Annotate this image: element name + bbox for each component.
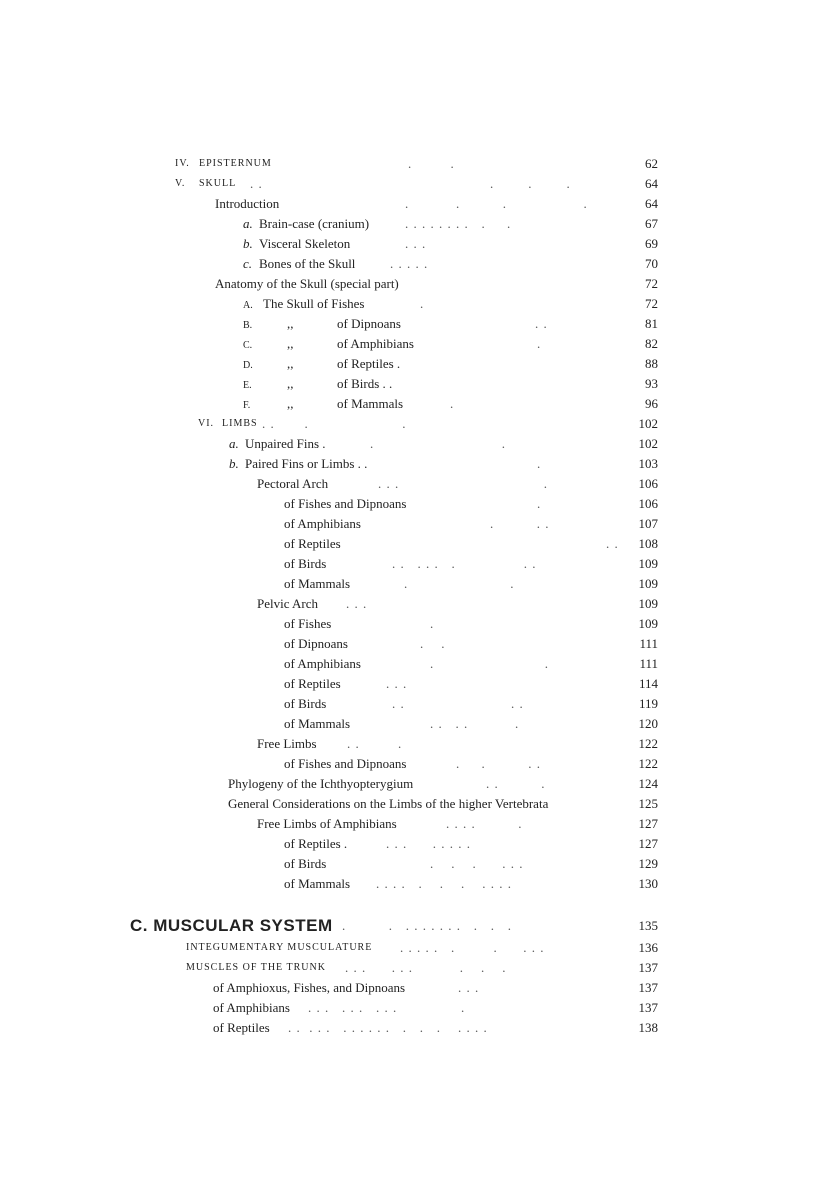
toc-entry-anatomy	[0, 274, 840, 294]
leader-dots: .	[420, 296, 425, 311]
entry-letter: a.	[229, 436, 239, 451]
entry-letter: a.	[243, 216, 253, 231]
page-number: 137	[638, 980, 658, 995]
page-number: 102	[638, 436, 658, 451]
entry-title: Paired Fins or Limbs . .	[245, 456, 368, 471]
entry-title: MUSCLES OF THE TRUNK	[186, 962, 326, 973]
toc-entry-free-limbs	[0, 734, 840, 754]
toc-entry-pelv-mammals	[0, 714, 840, 734]
leader-dots: . . . . . . . .	[386, 836, 471, 851]
leader-dots: .	[537, 456, 542, 471]
entry-title: Visceral Skeleton	[259, 236, 351, 251]
entry-title: of Birds	[284, 556, 327, 571]
page-number: 125	[638, 796, 658, 811]
entry-title: Brain-case (cranium)	[259, 216, 370, 231]
leader-dots: . . . . . . . .	[392, 556, 537, 571]
leader-dots: . . .	[386, 676, 408, 691]
toc-entry-pelv-dipnoans	[0, 634, 840, 654]
leader-dots: .	[450, 396, 455, 411]
entry-title: LIMBS	[222, 418, 258, 429]
toc-entry-pect-amphibians	[0, 514, 840, 534]
page-number: 64	[645, 196, 658, 211]
ditto-mark: ,,	[287, 396, 294, 411]
entry-title: Introduction	[215, 196, 280, 211]
page-number: 70	[645, 256, 658, 271]
entry-letter: c.	[243, 256, 253, 271]
page-number: 138	[638, 1020, 658, 1035]
entry-title: of Mammals	[284, 716, 351, 731]
toc-entry-pect-reptiles	[0, 534, 840, 554]
entry-title: of Reptiles	[284, 536, 341, 551]
leader-dots: .	[537, 496, 542, 511]
leader-dots: . . .	[458, 980, 480, 995]
entry-title: INTEGUMENTARY MUSCULATURE	[186, 942, 373, 953]
entry-title: of Dipnoans	[284, 636, 348, 651]
toc-entry-pelv-reptiles	[0, 674, 840, 694]
ditto-mark: ,,	[287, 376, 294, 391]
entry-letter: D.	[243, 360, 253, 371]
toc-entry-paired-fins	[0, 454, 840, 474]
toc-entry-skull-birds	[0, 374, 840, 394]
leader-dots: . .	[420, 636, 446, 651]
ditto-mark: ,,	[287, 356, 294, 371]
toc-entry-trunk-amphioxus	[0, 978, 840, 998]
toc-entry-free-amphibians	[0, 814, 840, 834]
leader-dots: . . . .	[378, 476, 548, 491]
page-number: 109	[638, 576, 658, 591]
entry-title: of Reptiles	[284, 676, 341, 691]
page-number: 129	[638, 856, 658, 871]
toc-entry-pect-birds	[0, 554, 840, 574]
toc-entry-skull-amphibians	[0, 334, 840, 354]
entry-title: Free Limbs of Amphibians	[257, 816, 397, 831]
toc-entry-integumentary	[0, 938, 840, 958]
chapter-title: C. MUSCULAR SYSTEM	[130, 916, 333, 935]
toc-entry-free-birds	[0, 854, 840, 874]
toc-entry-bones-skull	[0, 254, 840, 274]
toc-entry-visceral	[0, 234, 840, 254]
leader-dots: . . .	[347, 736, 403, 751]
toc-entry-free-reptiles	[0, 834, 840, 854]
page-number: 64	[645, 176, 658, 191]
entry-title: of Amphibians	[284, 516, 361, 531]
entry-title: of Amphioxus, Fishes, and Dipnoans	[213, 980, 406, 995]
entry-title: of Amphibians	[213, 1000, 290, 1015]
toc-entry-trunk-muscles	[0, 958, 840, 978]
page-number: 81	[645, 316, 658, 331]
leader-dots: . . . . .	[446, 816, 523, 831]
toc-entry-general-considerations	[0, 794, 840, 814]
toc-entry-pectoral-arch	[0, 474, 840, 494]
leader-dots: . .	[606, 536, 619, 551]
entry-title: of Fishes	[284, 616, 332, 631]
entry-title: Anatomy of the Skull (special part)	[215, 276, 399, 291]
leader-dots: . .	[370, 436, 506, 451]
toc-entry-trunk-reptiles	[0, 1018, 840, 1038]
toc-entry-trunk-amphibians	[0, 998, 840, 1018]
ditto-mark: ,,	[287, 316, 294, 331]
entry-title: Unpaired Fins .	[245, 436, 326, 451]
leader-dots: . .	[404, 576, 515, 591]
entry-title: of Amphibians	[337, 336, 414, 351]
entry-title: of Birds . .	[337, 376, 393, 391]
leader-dots: .	[537, 336, 542, 351]
leader-dots: . .	[535, 316, 548, 331]
entry-title: of Birds	[284, 696, 327, 711]
leader-dots: . .	[430, 656, 549, 671]
toc-entry-free-fishes-dipnoans	[0, 754, 840, 774]
leader-dots: . . . . . . . . . . . .	[342, 918, 512, 933]
leader-dots: . . .	[486, 776, 546, 791]
leader-dots: . . .	[490, 176, 571, 191]
page-number: 124	[638, 776, 658, 791]
page-number: 67	[645, 216, 658, 231]
toc-entry-pect-fishes-dipnoans	[0, 494, 840, 514]
section-number: V.	[175, 178, 186, 189]
leader-dots: . . . . .	[390, 256, 429, 271]
leader-dots: . . . . . . . . . .	[308, 1000, 466, 1015]
entry-title: of Amphibians	[284, 656, 361, 671]
leader-dots: . . . . . . . . . . . . . . . . . .	[288, 1020, 488, 1035]
page-number: 108	[638, 536, 658, 551]
leader-dots: . . . . . . . . . .	[405, 216, 512, 231]
page-number: 109	[638, 596, 658, 611]
entry-title: The Skull of Fishes	[263, 296, 365, 311]
page-number: 107	[638, 516, 658, 531]
toc-entry-pect-mammals	[0, 574, 840, 594]
page-number: 106	[638, 496, 658, 511]
entry-title: Pectoral Arch	[257, 476, 329, 491]
page-number: 136	[638, 940, 658, 955]
page-number: 127	[638, 836, 658, 851]
entry-title: Pelvic Arch	[257, 596, 319, 611]
page-number: 96	[645, 396, 658, 411]
page-number: 109	[638, 556, 658, 571]
toc-entry-skull-fishes	[0, 294, 840, 314]
leader-dots: . . . .	[456, 756, 541, 771]
entry-letter: b.	[243, 236, 253, 251]
entry-letter: E.	[243, 380, 252, 391]
page-number: 137	[638, 960, 658, 975]
leader-dots: . .	[250, 176, 263, 191]
page-number: 69	[645, 236, 658, 251]
page-number: 130	[638, 876, 658, 891]
toc-entry-unpaired-fins	[0, 434, 840, 454]
leader-dots: . .	[408, 156, 455, 171]
leader-dots: . . . .	[392, 696, 524, 711]
entry-title: of Reptiles	[213, 1020, 270, 1035]
entry-title: SKULL	[199, 178, 237, 189]
leader-dots: . . .	[490, 516, 550, 531]
leader-dots: . . .	[346, 596, 368, 611]
entry-title: of Dipnoans	[337, 316, 401, 331]
leader-dots: . . . . .	[430, 716, 520, 731]
entry-title: of Reptiles .	[337, 356, 401, 371]
entry-letter: F.	[243, 400, 251, 411]
toc-entry-limbs	[0, 414, 840, 434]
entry-title: of Fishes and Dipnoans	[284, 496, 407, 511]
toc-entry-episternum	[0, 154, 840, 174]
toc-entry-skull-dipnoans	[0, 314, 840, 334]
page-number: 122	[638, 736, 658, 751]
section-number: IV.	[175, 158, 190, 169]
page-number: 114	[638, 676, 658, 691]
page-number: 111	[639, 636, 658, 651]
page-number: 72	[645, 296, 658, 311]
ditto-mark: ,,	[287, 336, 294, 351]
page-number: 109	[638, 616, 658, 631]
page-number: 111	[639, 656, 658, 671]
entry-title: of Mammals	[284, 576, 351, 591]
leader-dots: . . . . . . . . . . .	[376, 876, 512, 891]
toc-entry-pelv-amphibians	[0, 654, 840, 674]
page-number: 88	[645, 356, 658, 371]
toc-entry-pelv-fishes	[0, 614, 840, 634]
page-number: 127	[638, 816, 658, 831]
toc-entry-introduction	[0, 194, 840, 214]
page-number: 119	[638, 696, 658, 711]
leader-dots: . . . . . .	[430, 856, 524, 871]
leader-dots: . . . . . . . . . .	[400, 940, 545, 955]
entry-title: of Birds	[284, 856, 327, 871]
entry-letter: b.	[229, 456, 239, 471]
page-number: 120	[638, 716, 658, 731]
page-number: 93	[645, 376, 658, 391]
entry-title: of Mammals	[337, 396, 404, 411]
page-number: 72	[645, 276, 658, 291]
page-number: 103	[638, 456, 658, 471]
toc-entry-pelvic-arch	[0, 594, 840, 614]
page-number: 122	[638, 756, 658, 771]
entry-title: General Considerations on the Limbs of the higher Vertebrata	[228, 796, 549, 811]
entry-title: of Mammals	[284, 876, 351, 891]
page-number: 102	[638, 416, 658, 431]
entry-title: Bones of the Skull	[259, 256, 356, 271]
page-number: 82	[645, 336, 658, 351]
entry-title: of Fishes and Dipnoans	[284, 756, 407, 771]
leader-dots: . . .	[405, 236, 427, 251]
entry-letter: A.	[243, 300, 253, 311]
toc-entry-free-mammals	[0, 874, 840, 894]
toc-entry-pelv-birds	[0, 694, 840, 714]
toc-entry-brain-case	[0, 214, 840, 234]
toc-entry-skull	[0, 174, 840, 194]
entry-title: EPISTERNUM	[199, 158, 272, 169]
page-number: 137	[638, 1000, 658, 1015]
page-number: 106	[638, 476, 658, 491]
page-number: 135	[638, 918, 658, 933]
leader-dots: . . . .	[262, 416, 407, 431]
toc-entry-phylogeny	[0, 774, 840, 794]
leader-dots: . . . .	[405, 196, 588, 211]
entry-title: Free Limbs	[257, 736, 317, 751]
toc-entry-muscular-system	[0, 914, 840, 938]
entry-letter: C.	[243, 340, 253, 351]
toc-entry-skull-reptiles	[0, 354, 840, 374]
leader-dots: .	[430, 616, 435, 631]
entry-title: Phylogeny of the Ichthyopterygium	[228, 776, 414, 791]
leader-dots: . . . . . . . . .	[345, 960, 507, 975]
section-number: VI.	[198, 418, 215, 429]
entry-letter: B.	[243, 320, 253, 331]
page-number: 62	[645, 156, 658, 171]
entry-title: of Reptiles .	[284, 836, 348, 851]
toc-entry-skull-mammals	[0, 394, 840, 414]
